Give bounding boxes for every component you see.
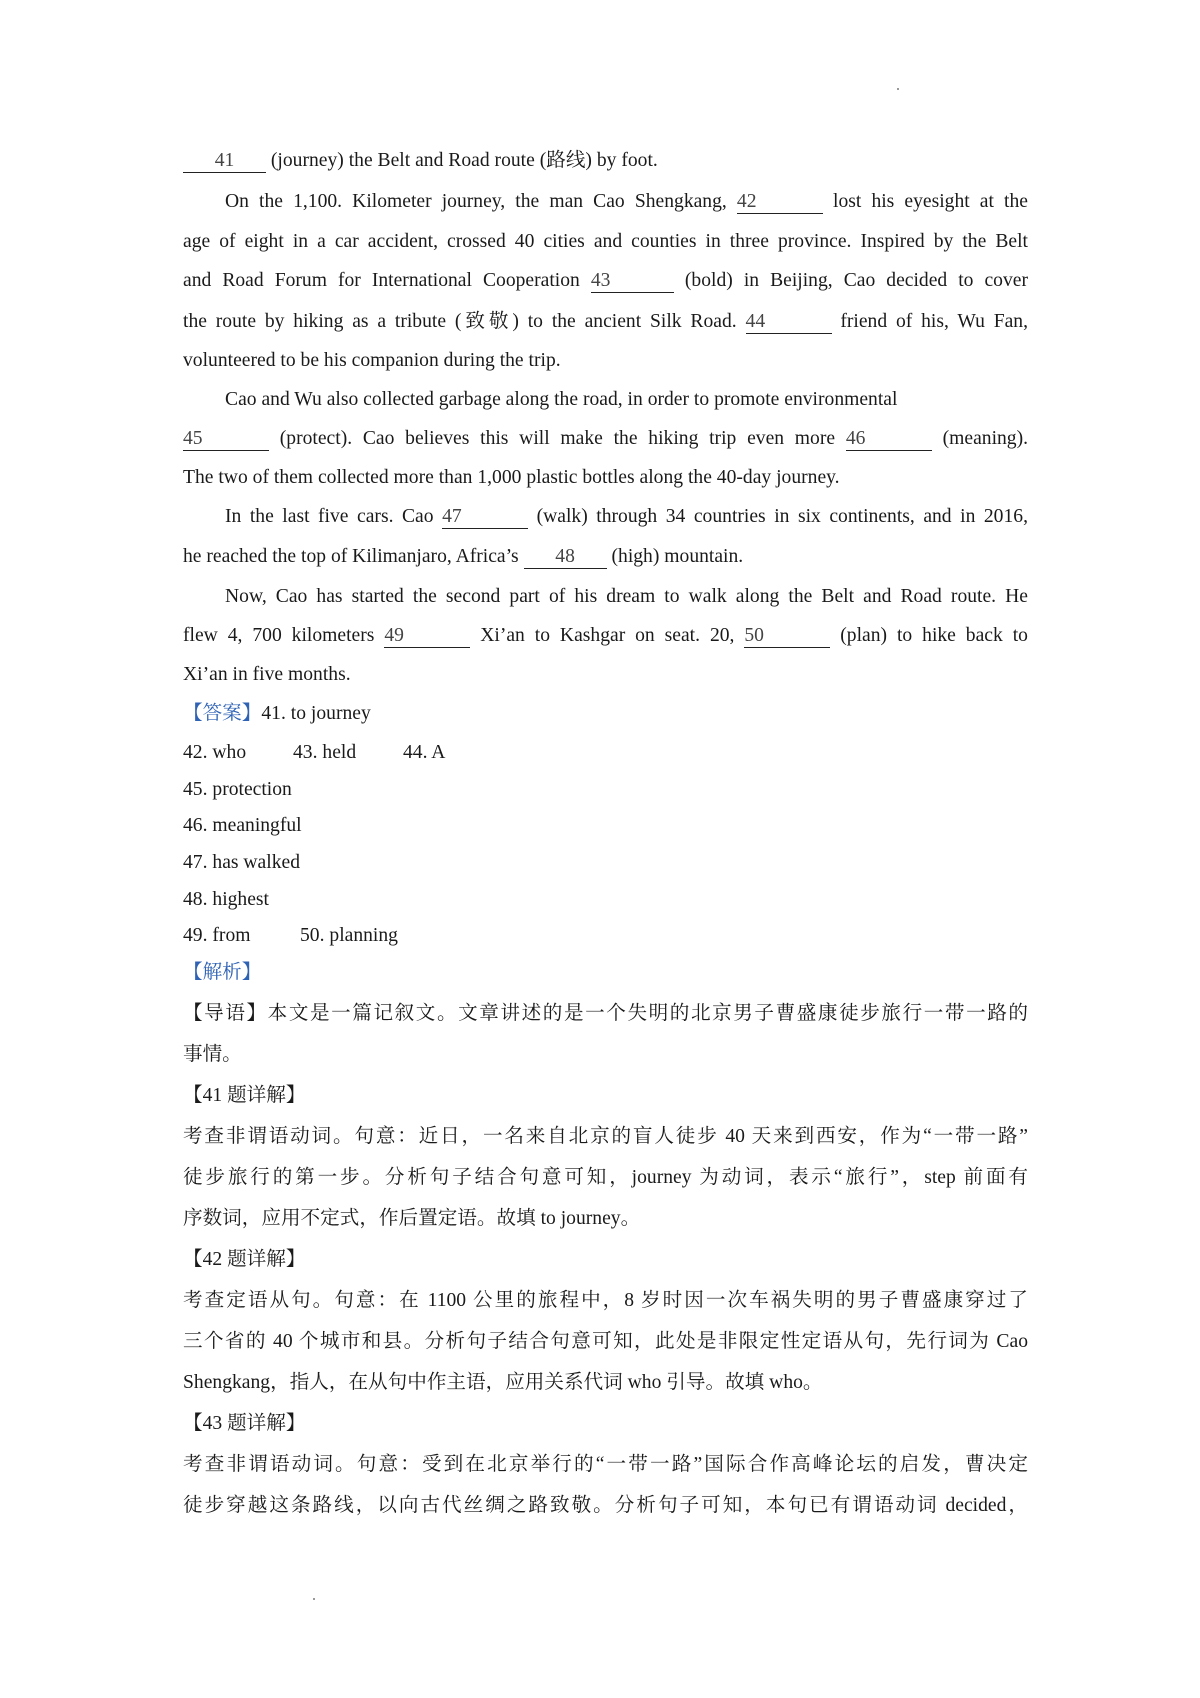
answer-45: 45. protection: [183, 779, 292, 800]
passage-text: Xi’an to Kashgar on seat. 20,: [480, 625, 735, 646]
passage-line: Now, Cao has started the second part of his dream to walk along the Belt and Road route. He: [225, 586, 1028, 607]
analysis-line: Shengkang，指人，在从句中作主语，应用关系代词 who 引导。故填 who。: [183, 1372, 823, 1393]
passage-line: [183, 544, 1028, 570]
answer-row: [183, 923, 1028, 949]
passage-text: In the last five cars. Cao: [225, 506, 434, 527]
analysis-line: 序数词，应用不定式，作后置定语。故填 to journey。: [183, 1208, 641, 1229]
question-42-heading: 【42 题详解】: [183, 1249, 306, 1270]
passage-line: [183, 268, 1028, 294]
analysis-line: 徒步旅行的第一步。分析句子结合句意可知，journey 为动词，表示“旅行”，step 前面有: [183, 1167, 1028, 1188]
passage-text: (bold) in Beijing, Cao decided to cover: [684, 270, 1028, 291]
passage-line: volunteered to be his companion during the trip.: [183, 350, 561, 371]
passage-line: Cao and Wu also collected garbage along the road, in order to promote environmental: [225, 389, 898, 410]
analysis-line: 事情。: [183, 1044, 242, 1065]
passage-text: (walk) through 34 countries in six continents, and in 2016,: [536, 506, 1028, 527]
analysis-line: 三个省的 40 个城市和县。分析句子结合句意可知，此处是非限定性定语从句，先行词为 Cao: [183, 1331, 1028, 1352]
blank-49: 49: [384, 625, 470, 648]
passage-text: and Road Forum for International Cooperation: [183, 270, 580, 291]
blank-50: 50: [744, 625, 830, 648]
passage-text: lost his eyesight at the: [833, 191, 1028, 212]
passage-line: [183, 148, 1028, 174]
passage-text: flew 4, 700 kilometers: [183, 625, 375, 646]
passage-line: age of eight in a car accident, crossed 40 cities and counties in three province. Inspired by the Belt: [183, 231, 1028, 252]
passage-text: friend of his, Wu Fan,: [840, 311, 1029, 332]
passage-text: (plan) to hike back to: [840, 625, 1028, 646]
answer-43: 43. held: [293, 742, 357, 763]
scan-speck: [313, 1598, 315, 1600]
analysis-line: 【导语】本文是一篇记叙文。文章讲述的是一个失明的北京男子曹盛康徒步旅行一带一路的: [183, 1003, 1028, 1024]
blank-46: 46: [846, 428, 932, 451]
passage-line: [225, 189, 1028, 215]
analysis-line: 考查非谓语动词。句意：受到在北京举行的“一带一路”国际合作高峰论坛的启发，曹决定: [183, 1454, 1028, 1475]
answer-48: 48. highest: [183, 889, 269, 910]
question-43-heading: 【43 题详解】: [183, 1413, 306, 1434]
analysis-line: 考查非谓语动词。句意：近日，一名来自北京的盲人徒步 40 天来到西安，作为“一带一路”: [183, 1126, 1028, 1147]
blank-42: 42: [737, 191, 823, 214]
passage-line: [183, 426, 1028, 452]
answer-42: 42. who: [183, 742, 247, 763]
analysis-line: 考查定语从句。句意：在 1100 公里的旅程中，8 岁时因一次车祸失明的男子曹盛康穿过了: [183, 1290, 1028, 1311]
answer-49: 49. from: [183, 925, 251, 946]
scan-speck: [897, 88, 899, 90]
answer-46: 46. meaningful: [183, 815, 302, 836]
passage-line: [183, 623, 1028, 649]
analysis-tag: 【解析】: [183, 962, 262, 983]
answer-41: 41. to journey: [261, 703, 371, 724]
passage-text: (protect). Cao believes this will make the hiking trip even more: [279, 428, 836, 449]
answer-row: [183, 740, 1028, 766]
question-41-heading: 【41 题详解】: [183, 1085, 306, 1106]
passage-text: he reached the top of Kilimanjaro, Africa’s: [183, 546, 519, 567]
answer-header-line: [183, 701, 1028, 727]
blank-48: 48: [524, 546, 607, 569]
passage-text: (meaning).: [942, 428, 1029, 449]
blank-41: 41: [183, 150, 266, 173]
passage-line: Xi’an in five months.: [183, 664, 351, 685]
analysis-line: 徒步穿越这条路线，以向古代丝绸之路致敬。分析句子可知，本句已有谓语动词 decided，: [183, 1495, 1028, 1516]
answer-47: 47. has walked: [183, 852, 300, 873]
passage-text: On the 1,100. Kilometer journey, the man Cao Shengkang,: [225, 191, 727, 212]
passage-line: [225, 504, 1028, 530]
blank-43: 43: [591, 270, 674, 293]
passage-text: (journey) the Belt and Road route (路线) by foot.: [270, 150, 658, 171]
passage-line: The two of them collected more than 1,000 plastic bottles along the 40-day journey.: [183, 467, 840, 488]
passage-text: the route by hiking as a tribute (致敬) to the ancient Silk Road.: [183, 311, 737, 332]
answer-tag: 【答案】: [183, 703, 262, 724]
answer-44: 44. A: [403, 742, 446, 763]
answer-50: 50. planning: [300, 925, 398, 946]
passage-line: [183, 309, 1028, 335]
blank-47: 47: [442, 506, 528, 529]
passage-text: (high) mountain.: [611, 546, 744, 567]
blank-45: 45: [183, 428, 269, 451]
blank-44: 44: [746, 311, 832, 334]
